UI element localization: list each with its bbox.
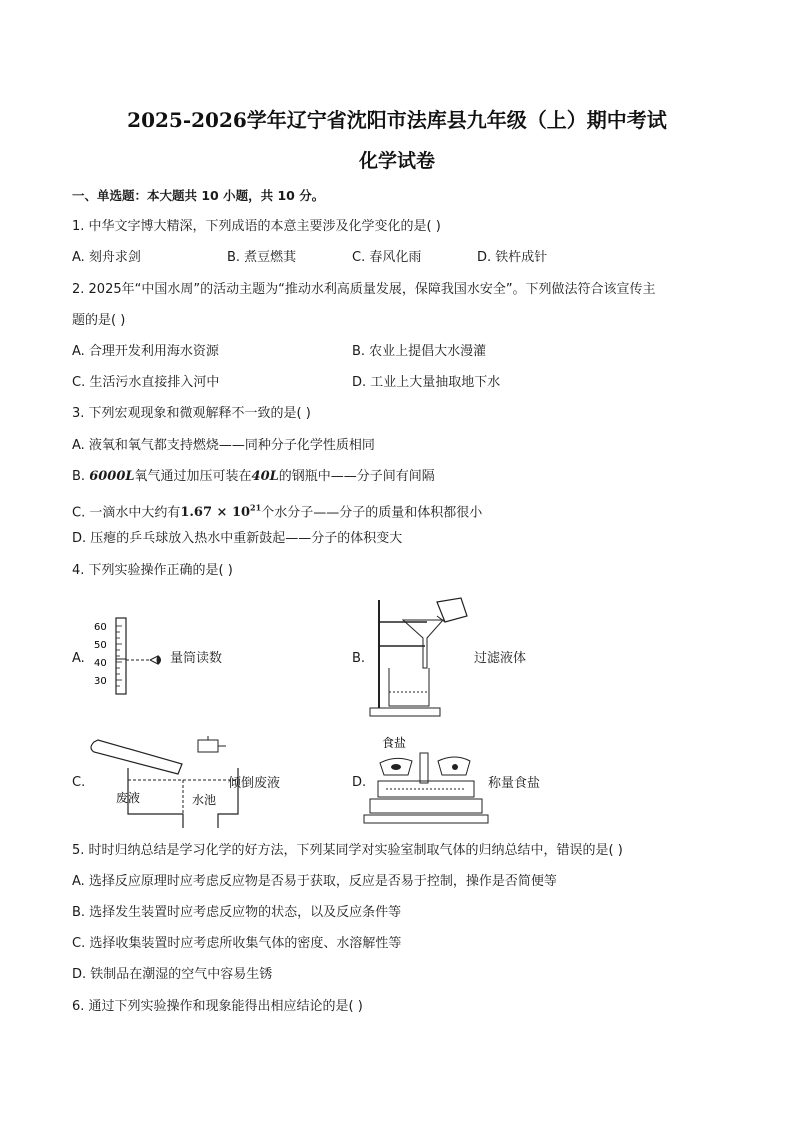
q3-option-d: D. 压瘪的乒乓球放入热水中重新鼓起——分子的体积变大 — [72, 531, 403, 546]
q4-c-letter: C. — [72, 775, 86, 790]
q2-option-c: C. 生活污水直接排入河中 — [72, 375, 220, 390]
cylinder-tick: 40 — [94, 658, 107, 669]
q4-a-letter: A. — [72, 651, 85, 666]
sink-label: 水池 — [192, 793, 217, 807]
section-heading: 一、单选题：本大题共 10 小题，共 10 分。 — [72, 188, 325, 203]
q3-option-b: B. 6000L氧气通过加压可装在40L的钢瓶中——分子间有间隔 — [72, 469, 435, 484]
q2-stem-line1: 2. 2025年“中国水周”的活动主题为“推动水利高质量发展，保障我国水安全”。下列做法符合该宣传主 — [72, 282, 656, 297]
q3-b-volume1: 6000L — [89, 469, 135, 484]
q1-option-b: B. 煮豆燃萁 — [227, 250, 297, 265]
balance-figure — [360, 733, 490, 833]
q1-option-d: D. 铁杵成针 — [477, 250, 548, 265]
q4-d-letter: D. — [352, 775, 367, 790]
q2-option-b: B. 农业上提倡大水漫灌 — [352, 344, 487, 359]
cylinder-tick: 30 — [94, 676, 107, 687]
q4-stem: 4. 下列实验操作正确的是( ) — [72, 563, 233, 578]
q2-stem-line2: 题的是( ) — [72, 313, 126, 328]
q3-stem: 3. 下列宏观现象和微观解释不一致的是( ) — [72, 406, 311, 421]
filtration-figure — [365, 596, 485, 720]
cylinder-tick: 60 — [94, 622, 107, 633]
q4-b-caption: 过滤液体 — [474, 651, 527, 666]
waste-label: 废液 — [116, 791, 141, 805]
q1-stem: 1. 中华文字博大精深，下列成语的本意主要涉及化学变化的是( ) — [72, 219, 441, 234]
q5-option-b: B. 选择发生装置时应考虑反应物的状态，以及反应条件等 — [72, 905, 402, 920]
q6-stem: 6. 通过下列实验操作和现象能得出相应结论的是( ) — [72, 999, 363, 1014]
q3-b-volume2: 40L — [251, 469, 279, 484]
q4-d-caption: 称量食盐 — [488, 776, 541, 791]
q5-stem: 5. 时时归纳总结是学习化学的好方法，下列某同学对实验室制取气体的归纳总结中，错误的是( ) — [72, 843, 623, 858]
q5-option-c: C. 选择收集装置时应考虑所收集气体的密度、水溶解性等 — [72, 936, 402, 951]
q5-option-a: A. 选择反应原理时应考虑反应物是否易于获取，反应是否易于控制，操作是否简便等 — [72, 874, 557, 889]
pour-waste-figure — [88, 734, 248, 830]
salt-label: 食盐 — [382, 736, 407, 750]
q3-c-number: $1.67 \times 10^{21}$ — [180, 503, 262, 521]
cylinder-tick: 50 — [94, 640, 107, 651]
q1-option-a: A. 刻舟求剑 — [72, 250, 141, 265]
exam-title: 2025-2026学年辽宁省沈阳市法库县九年级（上）期中考试 — [127, 108, 667, 132]
q4-a-caption: 量筒读数 — [170, 651, 223, 666]
q2-option-d: D. 工业上大量抽取地下水 — [352, 375, 501, 390]
exam-subtitle: 化学试卷 — [358, 150, 435, 172]
q3-option-a: A. 液氧和氧气都支持燃烧——同种分子化学性质相同 — [72, 438, 375, 453]
q3-option-c: C. 一滴水中大约有$1.67 \times 10^{21}$个水分子——分子的质量和体积都很小 — [72, 503, 483, 521]
q1-option-c: C. 春风化雨 — [352, 250, 422, 265]
q4-c-caption: 倾倒废液 — [228, 776, 281, 791]
q5-option-d: D. 铁制品在潮湿的空气中容易生锈 — [72, 967, 273, 982]
q4-b-letter: B. — [352, 651, 366, 666]
q2-option-a: A. 合理开发利用海水资源 — [72, 344, 219, 359]
